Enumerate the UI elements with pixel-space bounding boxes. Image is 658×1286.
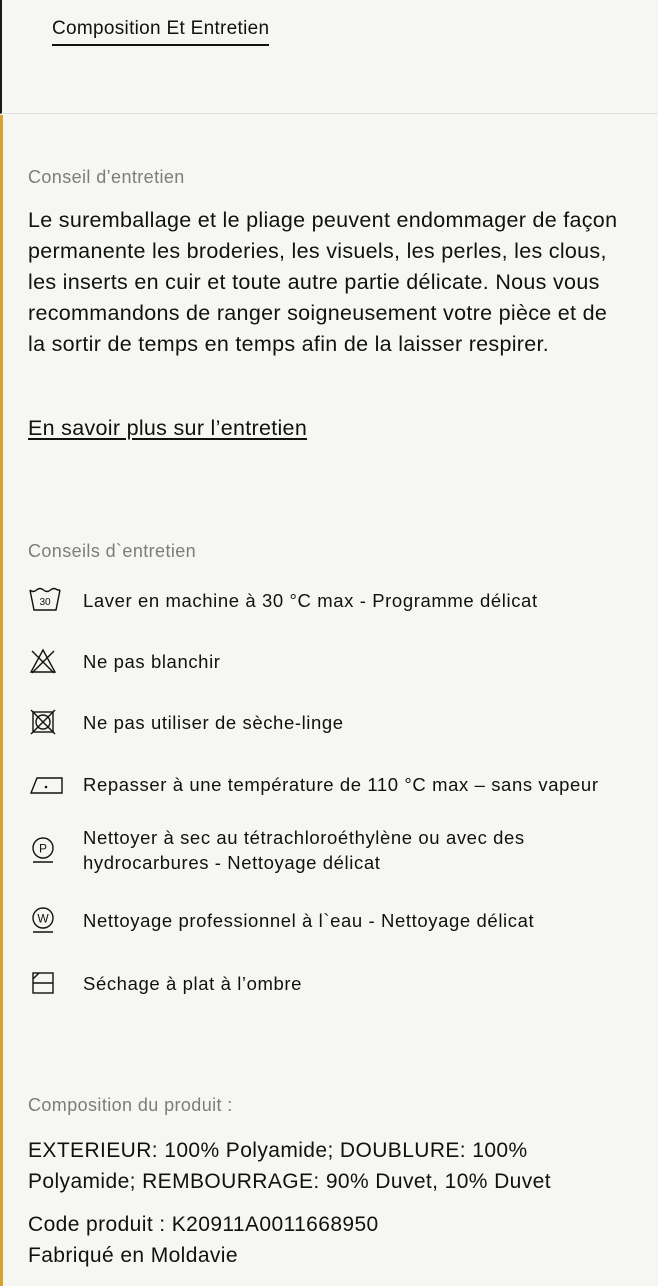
care-item-bleach — [28, 646, 638, 676]
care-advice-text: Le suremballage et le pliage peuvent endommager de façon permanente les broderies, les visuels, les perles, les clous, les inserts en cuir et toute autre partie délicate. Nous vous recommandons de ranger soigneusement votre pièce et de la sortir de temps en temps afin de la laisser respirer. — [28, 208, 618, 356]
care-item-text: Laver en machine à 30 °C max - Programme délicat — [83, 589, 538, 611]
care-instructions-label: Conseils d`entretien — [28, 541, 197, 561]
composition-care-panel — [0, 115, 658, 1286]
composition-materials: EXTERIEUR: 100% Polyamide; DOUBLURE: 100% Polyamide; REMBOURRAGE: 90% Duvet, 10% Duvet — [28, 1139, 551, 1193]
care-item-tumble — [28, 707, 638, 737]
care-item-text: Nettoyage professionnel à l`eau - Nettoyage délicat — [83, 909, 535, 931]
care-item-text: Nettoyer à sec au tétrachloroéthylène ou avec des hydrocarbures - Nettoyage délicat — [83, 827, 525, 873]
learn-more-care-link[interactable]: En savoir plus sur l’entretien — [28, 416, 308, 440]
product-origin: Fabriqué en Moldavie — [28, 1244, 238, 1267]
care-item-iron — [28, 769, 638, 799]
care-advice-label: Conseil d’entretien — [28, 167, 185, 187]
no-bleach-icon — [28, 646, 64, 676]
product-code: Code produit : K20911A0011668950 — [28, 1213, 379, 1236]
composition-label: Composition du produit : — [28, 1095, 233, 1115]
care-item-dry-clean — [28, 825, 638, 875]
care-item-text: Ne pas utiliser de sèche-linge — [83, 711, 344, 733]
wash-30-icon — [28, 585, 64, 615]
dry-flat-shade-icon — [28, 968, 64, 998]
tab-bar — [0, 0, 658, 114]
svg-text:30: 30 — [39, 597, 51, 608]
care-item-wet-clean — [28, 905, 638, 935]
svg-text:W: W — [37, 911, 49, 926]
dry-clean-p-icon — [28, 835, 64, 865]
care-item-dry-flat — [28, 968, 638, 998]
care-item-wash — [28, 585, 638, 615]
no-tumble-dry-icon — [28, 707, 64, 737]
svg-text:P: P — [38, 841, 48, 856]
iron-low-no-steam-icon — [28, 769, 64, 799]
wet-clean-w-icon — [28, 905, 64, 935]
tab-composition-entretien[interactable]: Composition Et Entretien — [52, 18, 269, 46]
care-item-text: Ne pas blanchir — [83, 650, 221, 672]
care-item-text: Séchage à plat à l’ombre — [83, 972, 303, 994]
care-item-text: Repasser à une température de 110 °C max – sans vapeur — [83, 773, 599, 795]
